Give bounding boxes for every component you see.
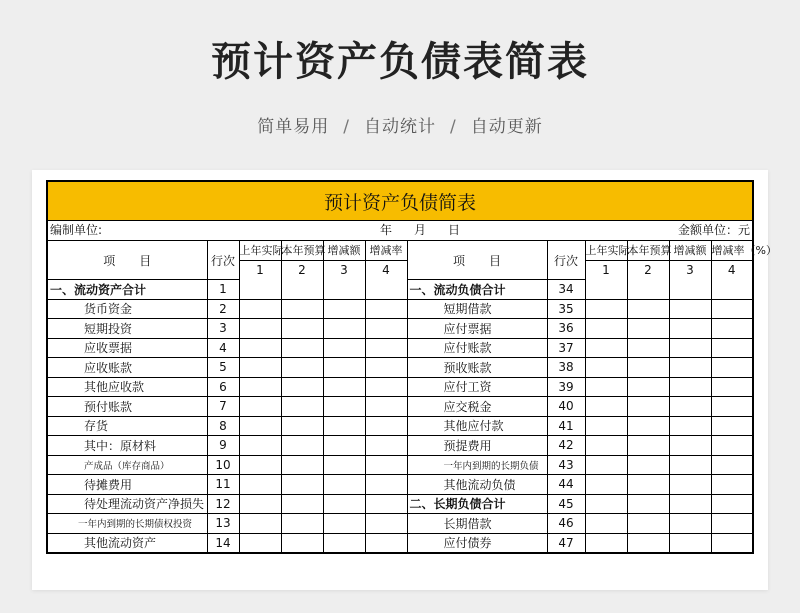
asset-value-cell[interactable] xyxy=(239,416,281,436)
asset-value-cell[interactable] xyxy=(239,377,281,397)
liability-value-cell[interactable] xyxy=(627,436,669,456)
asset-item-label: 预付账款 xyxy=(48,397,207,417)
asset-value-cell[interactable] xyxy=(239,455,281,475)
liability-line-no: 36 xyxy=(547,319,585,339)
asset-item-label: 其中：原材料 xyxy=(48,436,207,456)
liability-value-cell[interactable] xyxy=(669,455,711,475)
liability-value-cell[interactable] xyxy=(669,338,711,358)
liability-value-cell[interactable] xyxy=(711,494,752,514)
liability-value-cell[interactable] xyxy=(669,416,711,436)
asset-line-no: 13 xyxy=(207,514,239,534)
col-number: 1 xyxy=(585,261,627,280)
asset-value-cell[interactable] xyxy=(239,280,281,300)
liability-value-cell[interactable] xyxy=(627,397,669,417)
asset-value-cell[interactable] xyxy=(281,416,323,436)
asset-value-cell[interactable] xyxy=(239,299,281,319)
asset-value-cell[interactable] xyxy=(323,338,365,358)
amount-unit-label: 金额单位：元 xyxy=(677,223,750,237)
asset-value-cell[interactable] xyxy=(323,533,365,552)
col-header-actual: 上年实际 xyxy=(585,241,627,261)
col-number: 3 xyxy=(669,261,711,280)
asset-value-cell[interactable] xyxy=(365,358,407,378)
asset-value-cell[interactable] xyxy=(365,416,407,436)
asset-line-no: 10 xyxy=(207,455,239,475)
asset-value-cell[interactable] xyxy=(281,299,323,319)
liability-value-cell[interactable] xyxy=(711,533,752,552)
liability-item-label: 应付票据 xyxy=(407,319,547,339)
liability-value-cell[interactable] xyxy=(585,533,627,552)
liability-line-no: 38 xyxy=(547,358,585,378)
balance-table xyxy=(48,241,777,552)
asset-item-label: 产成品（库存商品） xyxy=(48,455,207,475)
asset-value-cell[interactable] xyxy=(323,280,365,300)
table-row xyxy=(48,280,752,300)
asset-value-cell[interactable] xyxy=(365,280,407,300)
asset-value-cell[interactable] xyxy=(239,475,281,495)
sheet-card xyxy=(32,170,777,590)
asset-value-cell[interactable] xyxy=(281,436,323,456)
liability-value-cell[interactable] xyxy=(585,494,627,514)
liability-value-cell[interactable] xyxy=(669,475,711,495)
liability-value-cell[interactable] xyxy=(669,319,711,339)
col-header-actual: 上年实际 xyxy=(239,241,281,261)
liability-line-no: 44 xyxy=(547,475,585,495)
col-header-budget: 本年预算 xyxy=(281,241,323,261)
asset-value-cell[interactable] xyxy=(281,377,323,397)
liability-value-cell[interactable] xyxy=(627,280,669,300)
asset-value-cell[interactable] xyxy=(365,436,407,456)
asset-item-label: 应收账款 xyxy=(48,358,207,378)
liability-value-cell[interactable] xyxy=(669,299,711,319)
asset-line-no: 1 xyxy=(207,280,239,300)
asset-value-cell[interactable] xyxy=(281,533,323,552)
col-header-budget: 本年预算 xyxy=(627,241,669,261)
asset-value-cell[interactable] xyxy=(365,377,407,397)
col-header-line-no: 行次 xyxy=(207,241,239,280)
col-header-rate: 增减率 xyxy=(365,241,407,261)
asset-value-cell[interactable] xyxy=(365,455,407,475)
asset-value-cell[interactable] xyxy=(365,299,407,319)
asset-value-cell[interactable] xyxy=(323,397,365,417)
liability-line-no: 43 xyxy=(547,455,585,475)
asset-value-cell[interactable] xyxy=(323,416,365,436)
table-row xyxy=(48,475,752,495)
col-number: 4 xyxy=(365,261,407,280)
table-row xyxy=(48,299,752,319)
liability-value-cell[interactable] xyxy=(585,436,627,456)
liability-value-cell[interactable] xyxy=(585,299,627,319)
asset-item-label: 货币资金 xyxy=(48,299,207,319)
table-row xyxy=(48,377,752,397)
liability-value-cell[interactable] xyxy=(627,514,669,534)
liability-value-cell[interactable] xyxy=(711,455,752,475)
liability-value-cell[interactable] xyxy=(711,436,752,456)
liability-value-cell[interactable] xyxy=(585,416,627,436)
asset-line-no: 9 xyxy=(207,436,239,456)
asset-item-label: 存货 xyxy=(48,416,207,436)
liability-value-cell[interactable] xyxy=(627,533,669,552)
asset-value-cell[interactable] xyxy=(323,475,365,495)
asset-value-cell[interactable] xyxy=(365,397,407,417)
liability-value-cell[interactable] xyxy=(711,319,752,339)
table-row xyxy=(48,338,752,358)
asset-line-no: 14 xyxy=(207,533,239,552)
asset-value-cell[interactable] xyxy=(281,280,323,300)
liability-value-cell[interactable] xyxy=(627,358,669,378)
liability-item-label: 预提费用 xyxy=(407,436,547,456)
asset-line-no: 4 xyxy=(207,338,239,358)
liability-value-cell[interactable] xyxy=(627,319,669,339)
col-number: 3 xyxy=(323,261,365,280)
asset-value-cell[interactable] xyxy=(365,319,407,339)
liability-value-cell[interactable] xyxy=(585,280,627,300)
liability-value-cell[interactable] xyxy=(585,397,627,417)
asset-item-label: 短期投资 xyxy=(48,319,207,339)
liability-item-label: 其他流动负债 xyxy=(407,475,547,495)
asset-item-label: 一、流动资产合计 xyxy=(48,280,207,300)
asset-item-label: 待摊费用 xyxy=(48,475,207,495)
asset-value-cell[interactable] xyxy=(323,358,365,378)
separator: / xyxy=(450,117,457,137)
asset-item-label: 其他应收款 xyxy=(48,377,207,397)
asset-value-cell[interactable] xyxy=(239,358,281,378)
unit-label[interactable]: 编制单位: xyxy=(50,223,103,237)
liability-item-label: 一年内到期的长期负债 xyxy=(407,455,547,475)
table-row xyxy=(48,358,752,378)
liability-value-cell[interactable] xyxy=(711,299,752,319)
liability-item-label: 其他应付款 xyxy=(407,416,547,436)
asset-line-no: 5 xyxy=(207,358,239,378)
liability-value-cell[interactable] xyxy=(585,514,627,534)
liability-value-cell[interactable] xyxy=(585,338,627,358)
col-number: 1 xyxy=(239,261,281,280)
asset-value-cell[interactable] xyxy=(239,436,281,456)
col-number: 2 xyxy=(627,261,669,280)
asset-value-cell[interactable] xyxy=(239,319,281,339)
asset-value-cell[interactable] xyxy=(281,455,323,475)
sheet-banner: 预计资产负债简表 xyxy=(48,182,752,221)
asset-line-no: 7 xyxy=(207,397,239,417)
table-row xyxy=(48,436,752,456)
asset-line-no: 3 xyxy=(207,319,239,339)
liability-item-label: 应交税金 xyxy=(407,397,547,417)
liability-value-cell[interactable] xyxy=(585,377,627,397)
asset-line-no: 8 xyxy=(207,416,239,436)
asset-value-cell[interactable] xyxy=(239,514,281,534)
asset-value-cell[interactable] xyxy=(281,397,323,417)
liability-item-label: 二、长期负债合计 xyxy=(407,494,547,514)
feature-auto-update: 自动更新 xyxy=(470,117,543,137)
asset-value-cell[interactable] xyxy=(281,358,323,378)
liability-item-label: 应付工资 xyxy=(407,377,547,397)
asset-item-label: 待处理流动资产净损失 xyxy=(48,494,207,514)
asset-value-cell[interactable] xyxy=(323,494,365,514)
asset-value-cell[interactable] xyxy=(323,299,365,319)
balance-sheet xyxy=(46,180,777,554)
liability-value-cell[interactable] xyxy=(711,475,752,495)
liability-line-no: 41 xyxy=(547,416,585,436)
liability-value-cell[interactable] xyxy=(585,475,627,495)
table-row xyxy=(48,319,752,339)
liability-line-no: 37 xyxy=(547,338,585,358)
table-row xyxy=(48,494,752,514)
asset-line-no: 2 xyxy=(207,299,239,319)
asset-value-cell[interactable] xyxy=(281,514,323,534)
separator: / xyxy=(343,117,350,137)
liability-value-cell[interactable] xyxy=(711,377,752,397)
asset-item-label: 一年内到期的长期债权投资 xyxy=(48,514,207,534)
asset-value-cell[interactable] xyxy=(323,436,365,456)
asset-value-cell[interactable] xyxy=(365,514,407,534)
col-header-change: 增减额 xyxy=(669,241,711,261)
asset-value-cell[interactable] xyxy=(281,319,323,339)
page-title: 预计资产负债表简表 xyxy=(211,39,589,85)
asset-value-cell[interactable] xyxy=(365,494,407,514)
liability-value-cell[interactable] xyxy=(627,494,669,514)
liability-line-no: 45 xyxy=(547,494,585,514)
asset-value-cell[interactable] xyxy=(281,494,323,514)
table-row xyxy=(48,533,752,552)
liability-value-cell[interactable] xyxy=(669,514,711,534)
liability-value-cell[interactable] xyxy=(711,397,752,417)
liability-value-cell[interactable] xyxy=(711,338,752,358)
liability-value-cell[interactable] xyxy=(669,436,711,456)
liability-item-label: 应付账款 xyxy=(407,338,547,358)
date-field[interactable]: 年 月 日 xyxy=(380,223,461,237)
liability-value-cell[interactable] xyxy=(585,358,627,378)
asset-line-no: 12 xyxy=(207,494,239,514)
liability-value-cell[interactable] xyxy=(711,514,752,534)
liability-value-cell[interactable] xyxy=(669,397,711,417)
liability-value-cell[interactable] xyxy=(585,319,627,339)
asset-value-cell[interactable] xyxy=(239,533,281,552)
table-row xyxy=(48,455,752,475)
feature-auto-stats: 自动统计 xyxy=(364,117,436,137)
asset-line-no: 6 xyxy=(207,377,239,397)
col-number: 4 xyxy=(727,263,736,278)
liability-item-label: 一、流动负债合计 xyxy=(407,280,547,300)
liability-value-cell[interactable] xyxy=(669,533,711,552)
col-header-item: 项 目 xyxy=(48,241,207,280)
asset-value-cell[interactable] xyxy=(239,494,281,514)
asset-value-cell[interactable] xyxy=(239,338,281,358)
feature-easy: 简单易用 xyxy=(257,117,330,137)
liability-item-label: 长期借款 xyxy=(407,514,547,534)
liability-value-cell[interactable] xyxy=(669,280,711,300)
liability-value-cell[interactable] xyxy=(669,377,711,397)
asset-item-label: 其他流动资产 xyxy=(48,533,207,552)
col-header-rate: 增减率（%） xyxy=(711,241,752,261)
liability-line-no: 35 xyxy=(547,299,585,319)
liability-line-no: 34 xyxy=(547,280,585,300)
liability-value-cell[interactable] xyxy=(711,416,752,436)
liability-value-cell[interactable] xyxy=(669,358,711,378)
table-row xyxy=(48,514,752,534)
liability-line-no: 47 xyxy=(547,533,585,552)
asset-value-cell[interactable] xyxy=(323,377,365,397)
liability-value-cell[interactable] xyxy=(585,455,627,475)
asset-line-no: 11 xyxy=(207,475,239,495)
liability-line-no: 40 xyxy=(547,397,585,417)
asset-value-cell[interactable] xyxy=(365,475,407,495)
liability-value-cell[interactable] xyxy=(627,338,669,358)
liability-item-label: 预收账款 xyxy=(407,358,547,378)
liability-value-cell[interactable] xyxy=(627,416,669,436)
asset-value-cell[interactable] xyxy=(365,533,407,552)
asset-value-cell[interactable] xyxy=(365,338,407,358)
asset-value-cell[interactable] xyxy=(323,514,365,534)
asset-value-cell[interactable] xyxy=(323,319,365,339)
liability-value-cell[interactable] xyxy=(627,455,669,475)
liability-value-cell[interactable] xyxy=(711,280,752,300)
liability-line-no: 46 xyxy=(547,514,585,534)
liability-value-cell[interactable] xyxy=(627,475,669,495)
asset-value-cell[interactable] xyxy=(281,475,323,495)
sheet-meta-row xyxy=(48,221,752,241)
page-subtitle xyxy=(0,112,800,137)
asset-value-cell[interactable] xyxy=(239,397,281,417)
table-row xyxy=(48,416,752,436)
liability-value-cell[interactable] xyxy=(711,358,752,378)
liability-value-cell[interactable] xyxy=(627,299,669,319)
col-header-item: 项 目 xyxy=(407,241,547,280)
liability-line-no: 42 xyxy=(547,436,585,456)
liability-value-cell[interactable] xyxy=(669,494,711,514)
asset-value-cell[interactable] xyxy=(281,338,323,358)
liability-value-cell[interactable] xyxy=(627,377,669,397)
table-row xyxy=(48,397,752,417)
col-header-line-no: 行次 xyxy=(547,241,585,280)
liability-item-label: 应付债券 xyxy=(407,533,547,552)
col-number: 2 xyxy=(281,261,323,280)
asset-item-label: 应收票据 xyxy=(48,338,207,358)
col-header-change: 增减额 xyxy=(323,241,365,261)
header-row xyxy=(48,241,752,261)
liability-item-label: 短期借款 xyxy=(407,299,547,319)
asset-value-cell[interactable] xyxy=(323,455,365,475)
liability-line-no: 39 xyxy=(547,377,585,397)
